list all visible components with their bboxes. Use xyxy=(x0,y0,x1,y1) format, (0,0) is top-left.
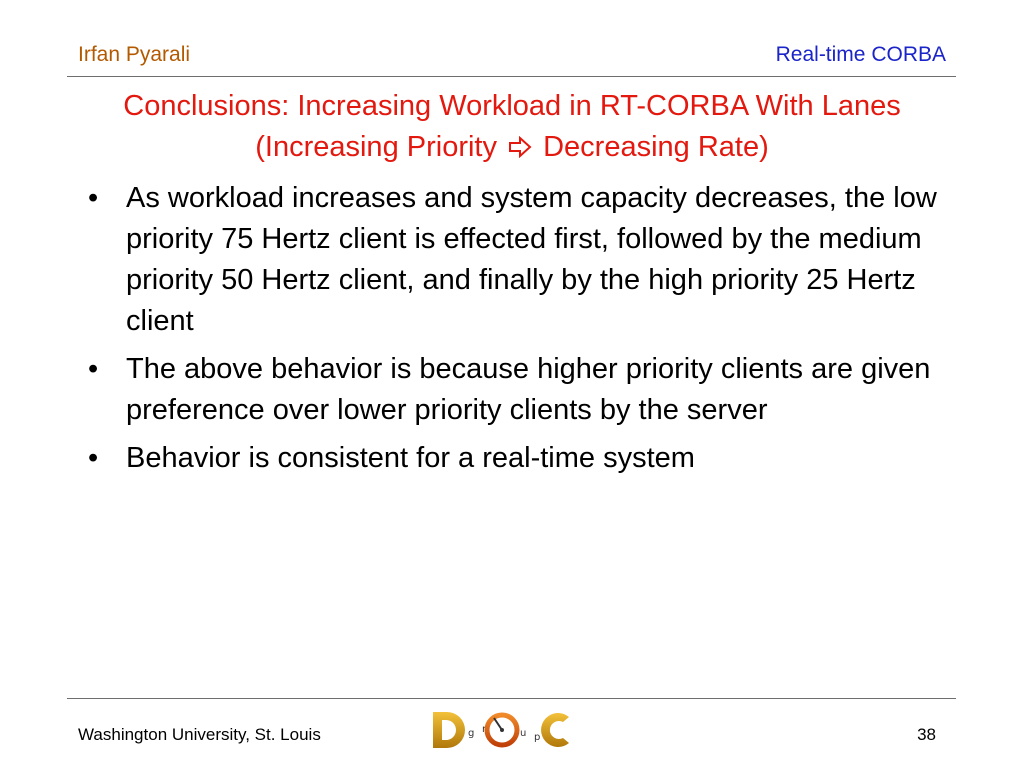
logo-letter-u: u xyxy=(520,728,527,739)
logo-letter-g: g xyxy=(468,728,475,739)
slide-title-after-arrow: Decreasing Rate) xyxy=(543,131,769,163)
bullet-text: The above behavior is because higher priority clients are given preference over lower priority clients by the server xyxy=(126,353,931,426)
slide-title-line-2 xyxy=(40,127,984,170)
doc-group-logo-icon xyxy=(430,708,572,757)
logo-letter-r: r xyxy=(482,724,487,735)
bullet-marker: • xyxy=(88,182,99,214)
footer-divider xyxy=(67,698,956,699)
page-number: 38 xyxy=(917,725,936,744)
right-outline-arrow-icon xyxy=(508,129,532,170)
footer-institution: Washington University, St. Louis xyxy=(78,725,321,744)
header-topic: Real-time CORBA xyxy=(775,43,946,66)
slide-title xyxy=(40,86,984,170)
bullet-marker: • xyxy=(88,353,99,385)
slide-title-line-1: Conclusions: Increasing Workload in RT-CORBA With Lanes xyxy=(123,90,901,122)
bullet-item xyxy=(88,438,948,479)
bullet-item xyxy=(88,349,948,431)
header-author: Irfan Pyarali xyxy=(78,43,191,66)
logo-letter-p: p xyxy=(534,732,541,743)
bullet-marker: • xyxy=(88,442,99,474)
bullet-item xyxy=(88,178,948,342)
slide-title-before-arrow: (Increasing Priority xyxy=(255,131,497,163)
header-divider xyxy=(67,76,956,77)
bullet-list xyxy=(88,178,948,486)
bullet-text: As workload increases and system capacity decreases, the low priority 75 Hertz client is effected first, followed by the medium priority 50 Hertz client, and finally by the high priority 25 Hertz client xyxy=(126,182,937,337)
bullet-text: Behavior is consistent for a real-time system xyxy=(126,442,695,474)
